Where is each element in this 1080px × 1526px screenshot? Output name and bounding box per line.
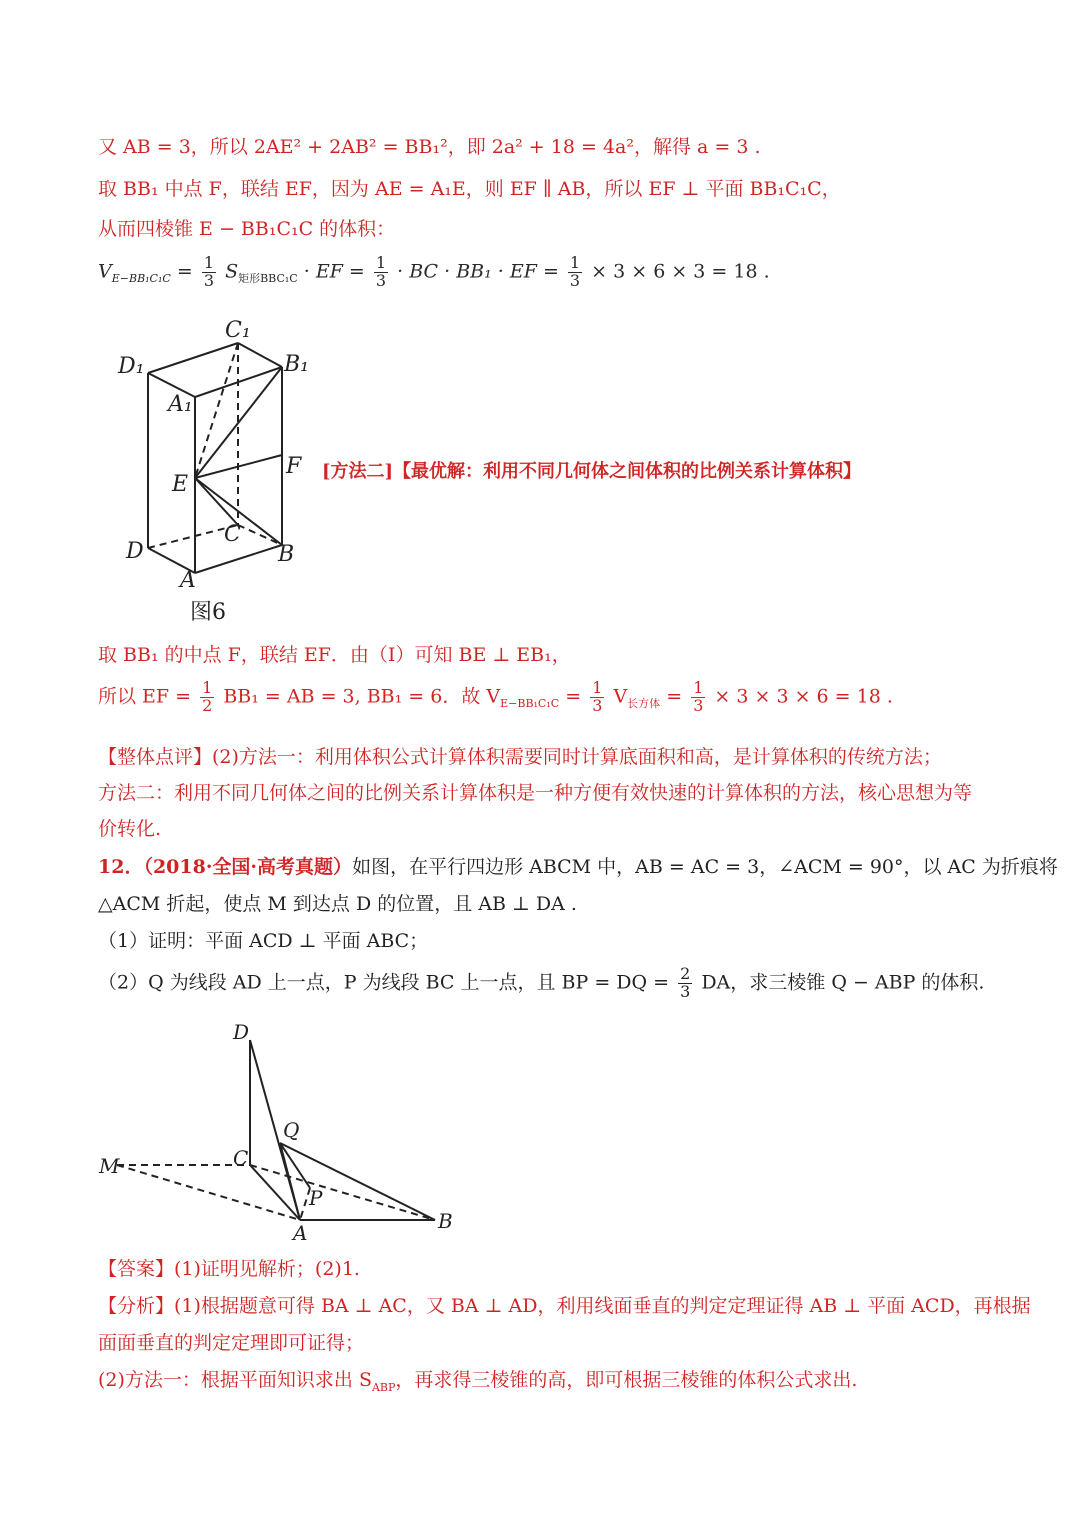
question-12-part-2: （2）Q 为线段 AD 上一点，P 为线段 BC 上一点，且 BP = DQ = $\frac{2}{3}$ DA，求三棱锥 Q − ABP 的体积. xyxy=(98,964,985,1001)
fraction-1-2: $\frac{1}{2}$ xyxy=(202,678,213,715)
label-C: C xyxy=(224,522,241,547)
fig12-label-A: A xyxy=(293,1221,308,1245)
solution-line-2 xyxy=(98,174,841,201)
label-B1: B₁ xyxy=(284,352,309,377)
text-l1: 又 AB = 3，所以 2AE² + 2AB² = BB₁²，即 2a² + 18 = 4a²，解得 a = 3 . xyxy=(98,136,761,158)
review-line-2: 方法二：利用不同几何体之间的比例关系计算体积是一种方便有效快速的计算体积的方法，核心思想为等 xyxy=(98,782,973,804)
review-line-1: 【整体点评】(2)方法一：利用体积公式计算体积需要同时计算底面积和高，是计算体积的传统方法； xyxy=(98,746,942,768)
fraction-1-3-a: $\frac{1}{3}$ xyxy=(203,253,215,290)
figure-6-cuboid xyxy=(110,315,320,625)
label-A1: A₁ xyxy=(168,392,193,417)
volume-formula xyxy=(98,255,770,290)
question-source: 12．（2018·全国·高考真题） xyxy=(98,856,353,878)
fraction-2-3: $\frac{2}{3}$ xyxy=(680,964,691,1001)
solution-line-5: 取 BB₁ 的中点 F，联结 EF．由（Ⅰ）可知 BE ⊥ EB₁， xyxy=(98,644,571,666)
text-l3: 从而四棱锥 E − BB₁C₁C 的体积： xyxy=(98,218,396,240)
fraction-1-3-e: $\frac{1}{3}$ xyxy=(693,678,704,715)
label-B: B xyxy=(278,542,295,567)
method-two-title: [方法二]【最优解：利用不同几何体之间体积的比例关系计算体积】 xyxy=(322,461,862,482)
label-D: D xyxy=(126,539,144,564)
review-line-3: 价转化. xyxy=(98,818,162,840)
text-l4d: · EF = xyxy=(303,260,371,283)
analysis-line-2: 面面垂直的判定定理即可证得； xyxy=(98,1332,365,1354)
solution-line-1 xyxy=(98,132,761,159)
text-l4f: × 3 × 6 × 3 = 18 . xyxy=(591,260,770,283)
text-l4e: · BC · BB₁ · EF = xyxy=(397,260,565,283)
label-A: A xyxy=(180,568,196,593)
fig12-label-Q: Q xyxy=(283,1118,300,1142)
solution-line-6: 所以 EF = $\frac{1}{2}$ BB₁ = AB = 3, BB₁ = 6．故 $V_{E-BB_1C_1C}$ = $\frac{1}{3}$ $V_{长方体}$ = $\frac{1}{3}$ × 3 × 3 × 6 = 18 . xyxy=(98,678,893,715)
fraction-1-3-c: $\frac{1}{3}$ xyxy=(569,253,581,290)
label-C1: C₁ xyxy=(225,318,251,343)
figure-12-tetrahedron xyxy=(95,1015,465,1245)
analysis-line-1: 【分析】(1)根据题意可得 BA ⊥ AC，又 BA ⊥ AD，利用线面垂直的判定定理证得 AB ⊥ 平面 ACD，再根据 xyxy=(98,1295,1031,1317)
v-symbol: V xyxy=(98,260,112,283)
equals: = xyxy=(176,260,199,283)
fig12-label-B: B xyxy=(438,1209,453,1233)
v-subscript: E−BB₁C₁C xyxy=(111,272,171,286)
text-l2: 取 BB₁ 中点 F，联结 EF，因为 AE = A₁E，则 EF ∥ AB，所以 EF ⊥ 平面 BB₁C₁C， xyxy=(98,178,841,200)
s-symbol: S xyxy=(225,260,239,283)
question-12-line-1: 12．（2018·全国·高考真题）如图，在平行四边形 ABCM 中，AB = AC = 3，∠ACM = 90°，以 AC 为折痕将 xyxy=(98,856,1058,878)
figure-6-caption: 图6 xyxy=(190,600,226,625)
label-F: F xyxy=(286,454,302,479)
fraction-1-3-d: $\frac{1}{3}$ xyxy=(592,678,603,715)
answer-line: 【答案】(1)证明见解析；(2)1. xyxy=(98,1258,360,1280)
label-E: E xyxy=(172,472,189,497)
fig12-label-D: D xyxy=(233,1020,250,1044)
solution-line-3 xyxy=(98,214,395,241)
s-subscript: 矩形BBC₁C xyxy=(238,272,298,286)
fig12-label-C: C xyxy=(233,1146,249,1170)
fig12-label-P: P xyxy=(309,1186,323,1210)
fraction-1-3-b: $\frac{1}{3}$ xyxy=(375,253,387,290)
question-12-line-2: △ACM 折起，使点 M 到达点 D 的位置，且 AB ⊥ DA . xyxy=(98,893,577,915)
fig12-label-M: M xyxy=(99,1154,120,1178)
label-D1: D₁ xyxy=(118,354,145,379)
analysis-line-3: (2)方法一：根据平面知识求出 $S_{ABP}$，再求得三棱锥的高，即可根据三棱锥的体积公式求出. xyxy=(98,1369,858,1394)
question-12-part-1: （1）证明：平面 ACD ⊥ 平面 ABC； xyxy=(98,930,429,952)
